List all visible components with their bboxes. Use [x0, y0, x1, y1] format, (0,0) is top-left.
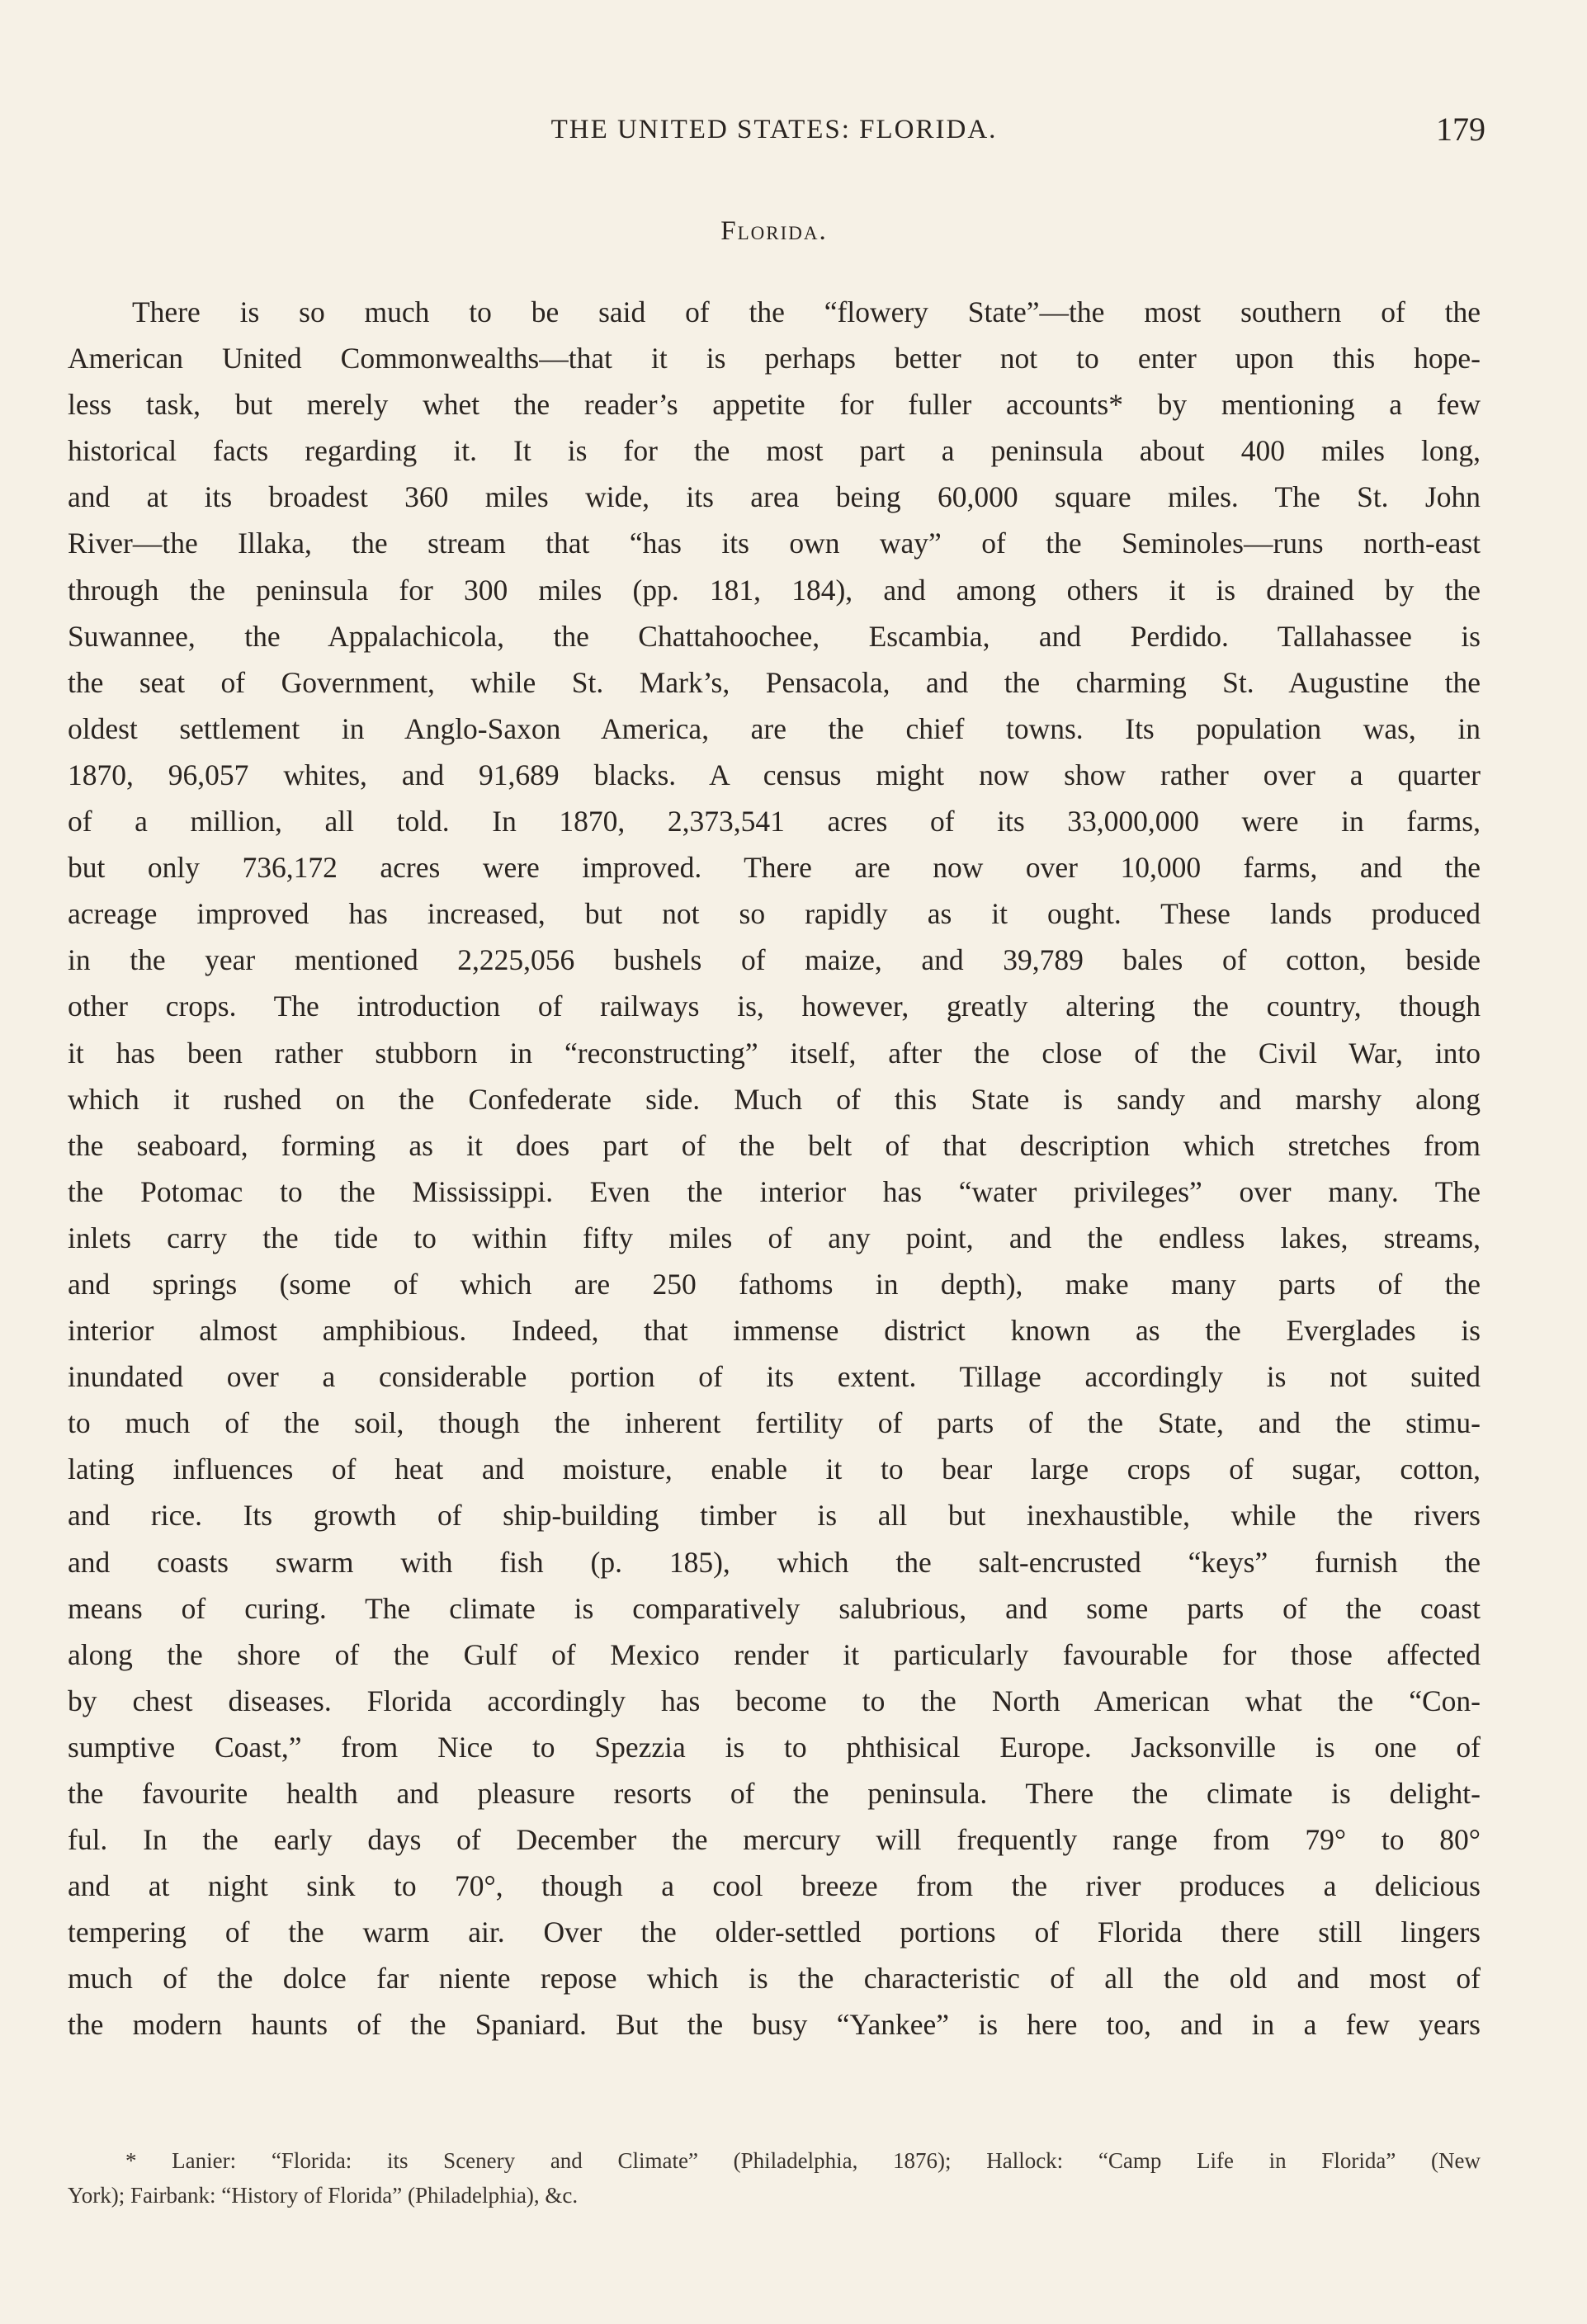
footnote-line: York); Fairbank: “History of Florida” (Philadelphia), &c.: [68, 2183, 579, 2208]
text-line: along the shore of the Gulf of Mexico render it particularly favourable for those affected: [68, 1637, 1481, 1671]
text-line: by chest diseases. Florida accordingly has become to the North American what the “Con-: [68, 1684, 1481, 1717]
text-line: 1870, 96,057 whites, and 91,689 blacks. A census might now show rather over a quarter: [68, 758, 1481, 791]
running-head: [68, 109, 1485, 150]
body-paragraph: [68, 289, 1481, 2048]
text-line: which it rushed on the Confederate side. Much of this State is sandy and marshy along: [68, 1082, 1481, 1116]
text-line: through the peninsula for 300 miles (pp. 181, 184), and among others it is drained by the: [68, 573, 1481, 607]
text-line: the seaboard, forming as it does part of the belt of that description which stretches from: [68, 1128, 1481, 1162]
text-line: sumptive Coast,” from Nice to Spezzia is to phthisical Europe. Jacksonville is one of: [68, 1730, 1481, 1764]
text-line: interior almost amphibious. Indeed, that immense district known as the Everglades is: [68, 1314, 1481, 1348]
text-line: River—the Illaka, the stream that “has its own way” of the Seminoles—runs north-east: [68, 527, 1481, 560]
footnote: [68, 2143, 1481, 2213]
section-title: Florida.: [720, 216, 828, 246]
text-line: tempering of the warm air. Over the older-settled portions of Florida there still lingers: [68, 1915, 1481, 1949]
text-line: and rice. Its growth of ship-building timber is all but inexhaustible, while the rivers: [68, 1499, 1481, 1533]
text-line: the modern haunts of the Spaniard. But the busy “Yankee” is here too, and in a few years: [68, 2008, 1481, 2042]
text-line: American United Commonwealths—that it is perhaps better not to enter upon this hope-: [68, 342, 1481, 376]
text-line: oldest settlement in Anglo-Saxon America, are the chief towns. Its population was, in: [68, 711, 1481, 745]
text-line: to much of the soil, though the inherent fertility of parts of the State, and the stimu-: [68, 1406, 1481, 1440]
page-number: 179: [1436, 111, 1485, 148]
text-line: ful. In the early days of December the mercury will frequently range from 79° to 80°: [68, 1823, 1481, 1857]
text-line: but only 736,172 acres were improved. There are now over 10,000 farms, and the: [68, 851, 1481, 885]
text-line: lating influences of heat and moisture, enable it to bear large crops of sugar, cotton,: [68, 1452, 1481, 1486]
text-line: less task, but merely whet the reader’s appetite for fuller accounts* by mentioning a few: [68, 388, 1481, 422]
text-line: the Potomac to the Mississippi. Even the interior has “water privileges” over many. The: [68, 1174, 1481, 1208]
running-title: THE UNITED STATES: FLORIDA.: [550, 115, 998, 144]
text-line: and at night sink to 70°, though a cool breeze from the river produces a delicious: [68, 1869, 1481, 1903]
text-line: of a million, all told. In 1870, 2,373,541 acres of its 33,000,000 were in farms,: [68, 805, 1481, 838]
text-line: much of the dolce far niente repose which is the characteristic of all the old and most of: [68, 1962, 1481, 1996]
text-line: the seat of Government, while St. Mark’s, Pensacola, and the charming St. Augustine the: [68, 665, 1481, 699]
text-line: in the year mentioned 2,225,056 bushels of maize, and 39,789 bales of cotton, beside: [68, 943, 1481, 977]
text-line: means of curing. The climate is comparatively salubrious, and some parts of the coast: [68, 1591, 1481, 1625]
book-page: [68, 0, 1485, 2324]
text-line: and coasts swarm with fish (p. 185), which the salt-encrusted “keys” furnish the: [68, 1545, 1481, 1579]
text-line: other crops. The introduction of railways is, however, greatly altering the country, though: [68, 990, 1481, 1023]
text-line: and springs (some of which are 250 fathoms in depth), make many parts of the: [68, 1267, 1481, 1301]
text-line: it has been rather stubborn in “reconstructing” itself, after the close of the Civil War, into: [68, 1036, 1481, 1070]
text-line: and at its broadest 360 miles wide, its area being 60,000 square miles. The St. John: [68, 480, 1481, 514]
text-line: inlets carry the tide to within fifty miles of any point, and the endless lakes, streams,: [68, 1221, 1481, 1254]
text-line: the favourite health and pleasure resorts of the peninsula. There the climate is delight-: [68, 1777, 1481, 1810]
text-line: historical facts regarding it. It is for the most part a peninsula about 400 miles long,: [68, 434, 1481, 468]
text-line: Suwannee, the Appalachicola, the Chattahoochee, Escambia, and Perdido. Tallahassee is: [68, 619, 1481, 653]
text-line: acreage improved has increased, but not so rapidly as it ought. These lands produced: [68, 897, 1481, 931]
text-line: There is so much to be said of the “flowery State”—the most southern of the: [132, 295, 1481, 328]
footnote-line: * Lanier: “Florida: its Scenery and Climate” (Philadelphia, 1876); Hallock: “Camp Life in Florida” (New: [125, 2148, 1481, 2173]
text-line: inundated over a considerable portion of its extent. Tillage accordingly is not suited: [68, 1360, 1481, 1394]
